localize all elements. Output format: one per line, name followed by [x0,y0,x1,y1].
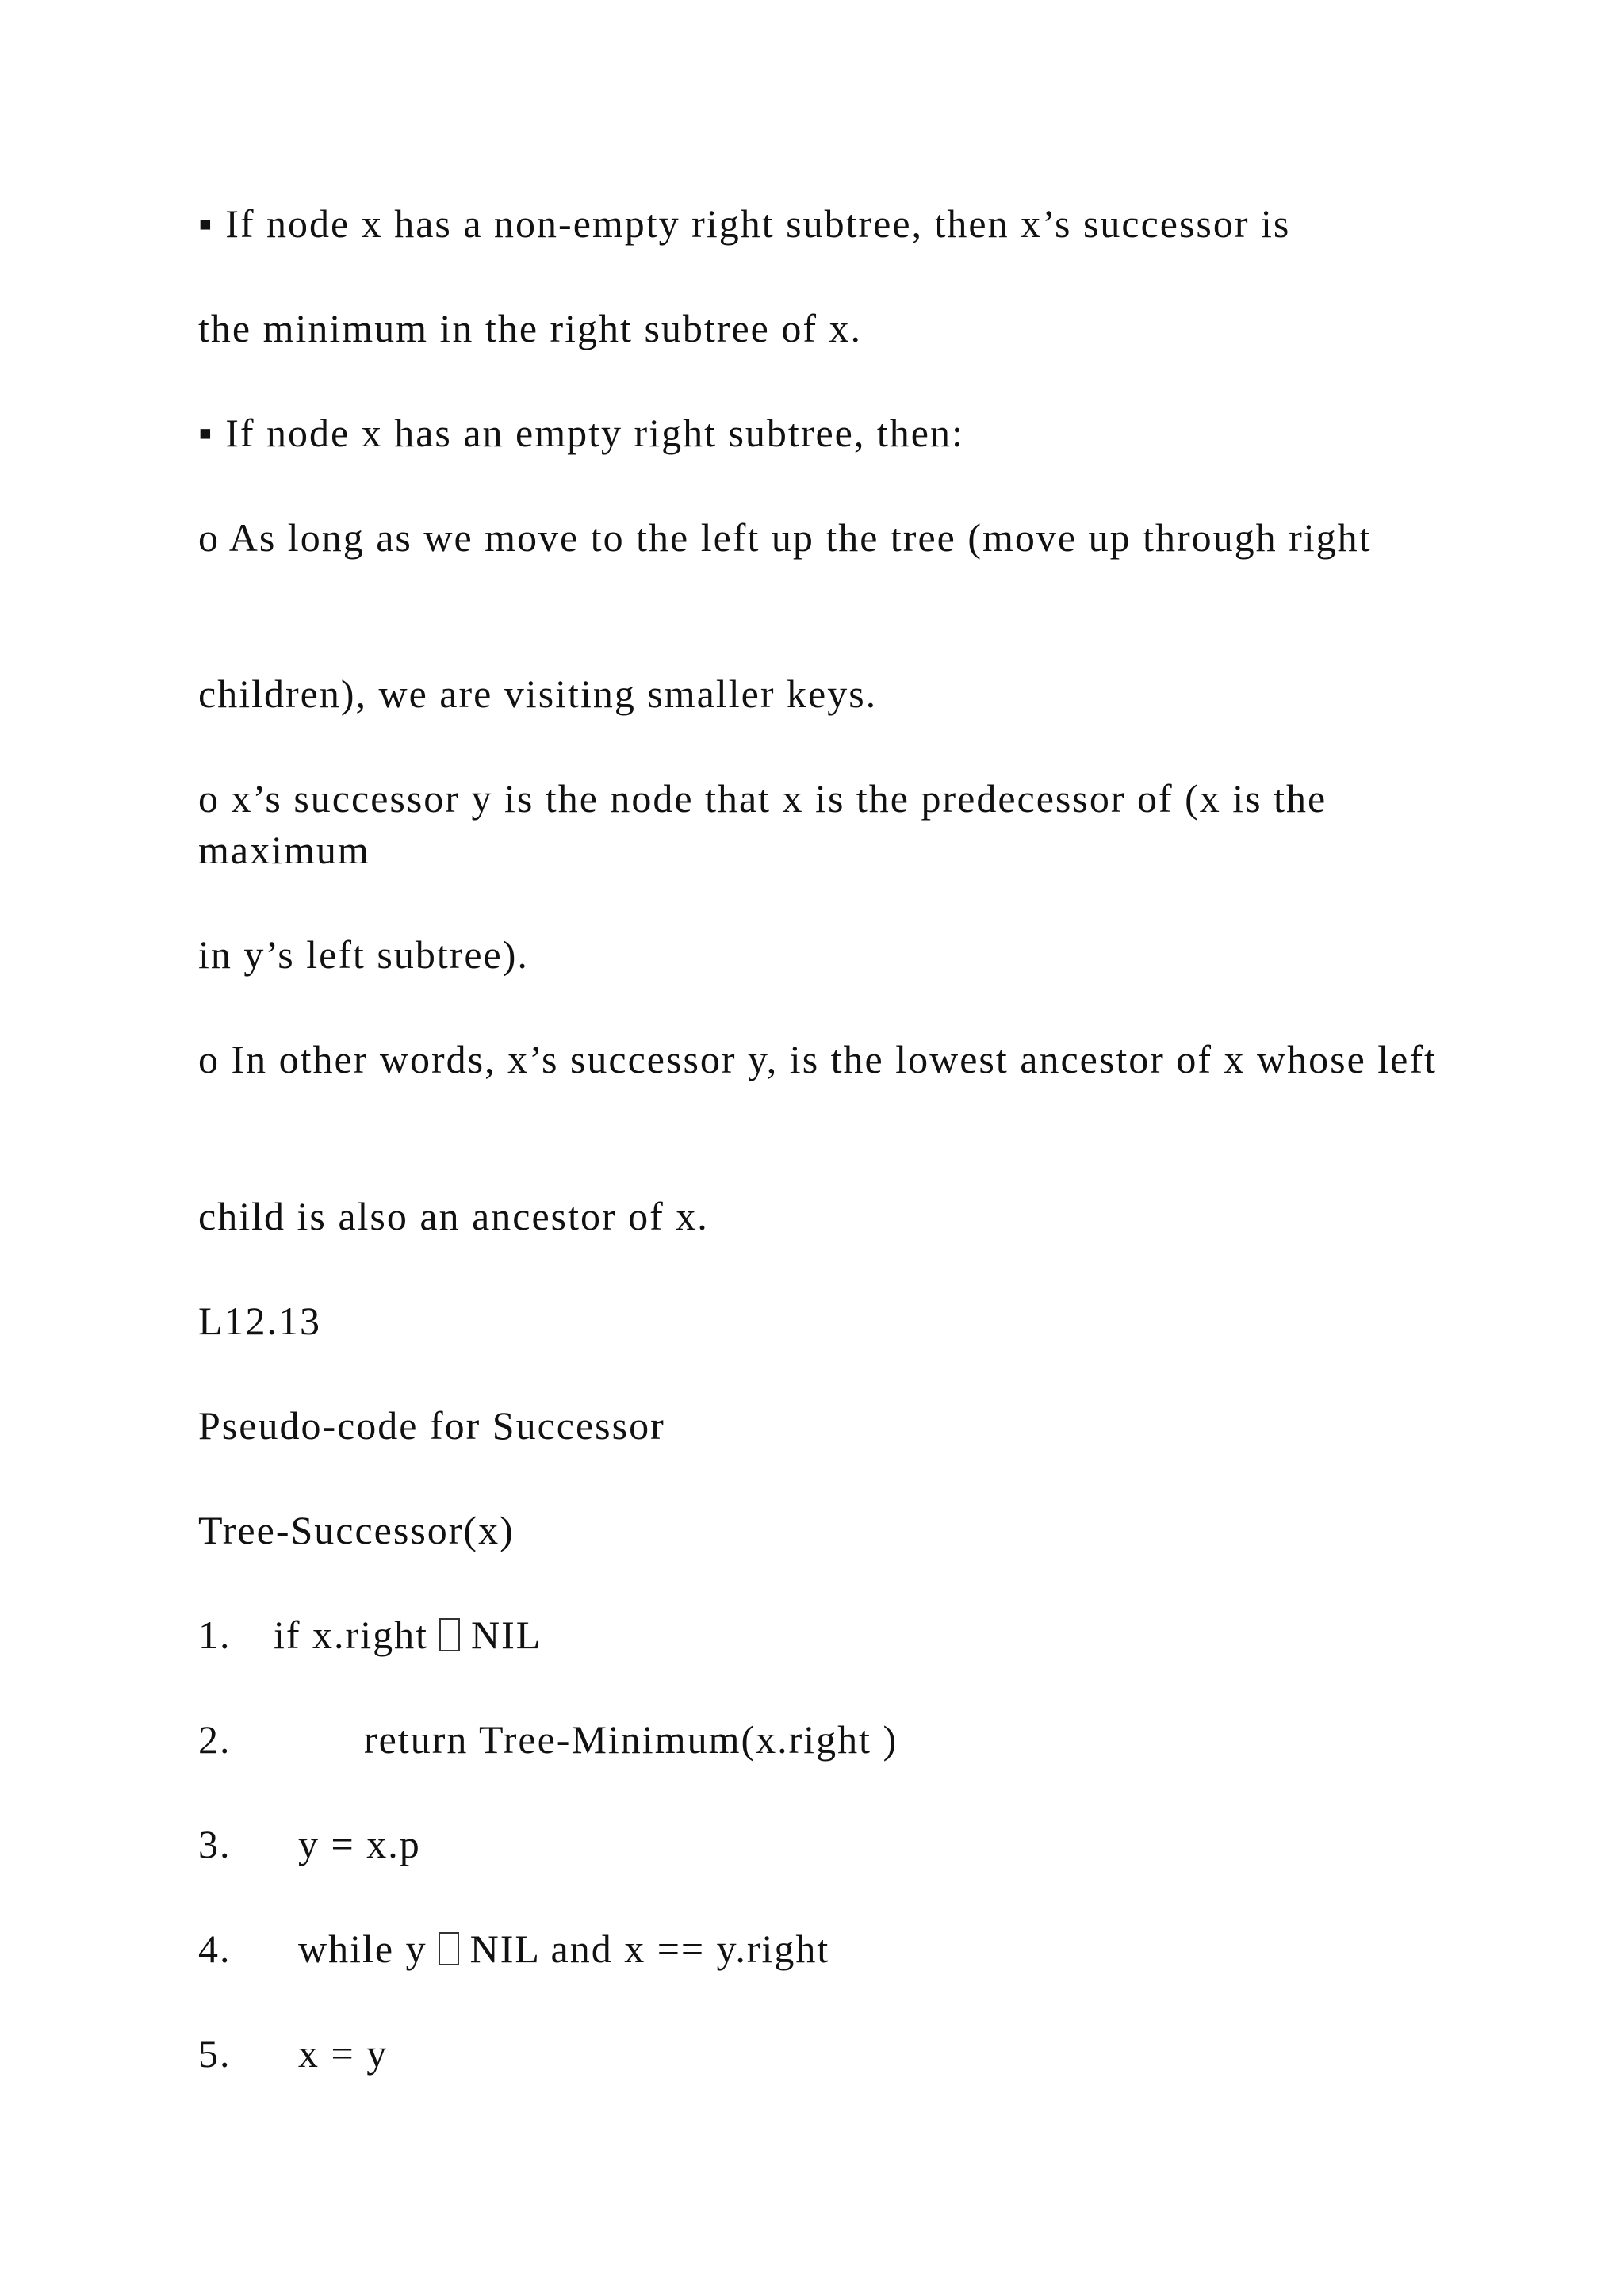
sub-bullet-2-cont: in y’s left subtree). [198,932,529,977]
bullet-paragraph-2: ▪ If node x has an empty right subtree, then: [198,411,964,455]
line-number: 1. [198,1613,232,1657]
line-number: 5. [198,2031,232,2076]
sub-bullet-3-cont: child is also an ancestor of x. [198,1194,709,1238]
code-text: if x.right [274,1613,428,1657]
sub-bullet-1: o As long as we move to the left up the tree (move up through right [198,515,1372,560]
code-line-1 [198,1609,542,1661]
code-text: NIL [470,1613,542,1657]
sub-bullet-2: o x’s successor y is the node that x is the predecessor of (x is the maximum [198,776,1327,872]
function-name: Tree-Successor(x) [198,1508,515,1552]
missing-glyph-icon [439,1618,460,1651]
code-text: y = x.p [298,1822,421,1866]
sub-bullet-1-cont: children), we are visiting smaller keys. [198,672,878,716]
sub-bullet-3: o In other words, x’s successor y, is the lowest ancestor of x whose left [198,1037,1437,1081]
code-text: NIL and x == y.right [469,1927,830,1971]
code-line-5 [198,2028,388,2080]
code-text: x = y [298,2031,389,2076]
code-line-3 [198,1819,421,1870]
bullet-paragraph-1: ▪ If node x has a non-empty right subtree, then x’s successor is [198,201,1291,246]
code-text: return Tree-Minimum(x.right ) [364,1717,898,1762]
code-line-4 [198,1923,829,1975]
bullet-paragraph-1-cont: the minimum in the right subtree of x. [198,306,862,350]
line-number: 4. [198,1927,232,1971]
section-heading: Pseudo-code for Successor [198,1403,665,1448]
slide-reference: L12.13 [198,1299,322,1343]
code-line-2 [198,1714,898,1766]
missing-glyph-icon [439,1932,459,1965]
code-text: while y [298,1927,427,1971]
line-number: 3. [198,1822,232,1866]
line-number: 2. [198,1717,232,1762]
